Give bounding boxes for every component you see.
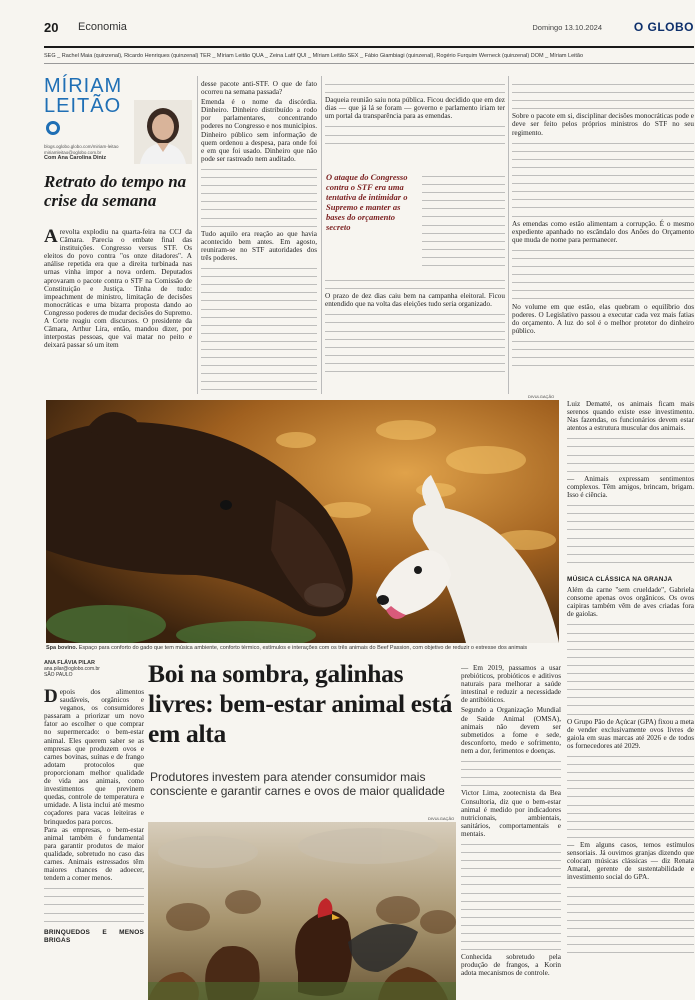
column-body-col1 [44,228,192,394]
article-paragraph: Victor Lima, zootecnista da Bea Consultoria, diz que o bem-estar animal é medido por indicadores nutricionais, ambientais, sanitários, comportamentais e mentais. [461,789,561,838]
article-body-col3-bottom [567,572,694,1000]
column-col1-text: revolta explodiu na quarta-feira na CCJ da Câmara. Parecia o embate final das instituições. Congresso versus STF. Os eleitos do povo contra "os onze ditadores". A análise repetida era que a direita turbinada nas urnas vinha impor a nova ordem. Deputados aprovaram o pacote contra o STF na Comissão de Constituição e Justiça. Tinha de tudo: impeachment de ministro, limitação de decisões monocráticas e uma bizarra proposta dando ao Congresso poderes de mudar decisões do Supremo. A Corte reagiu com discursos. O presidente da Câmara, Arthur Lira, então, mandou dizer, por interpostas pessoas, que vai matar no peito e deixará passar só um item [44,228,192,350]
column-paragraph: Sobre o pacote em si, disciplinar decisões monocráticas pode e deve ser feito pelos próprios ministros do STF no seu regimento. [512,112,694,137]
article-headline: Boi na sombra, galinhas livres: bem-estar animal está em alta [148,659,453,748]
columnist-name [44,76,144,116]
photo-credit: DIVULGAÇÃO [428,816,455,821]
columnist-first-name: MÍRIAM [44,75,123,97]
column-divider [508,76,509,394]
article-paragraph: — Em 2019, passamos a usar prebióticos, probióticos e aditivos naturais para melhorar a saúde intestinal e reduzir a necessidade de antibióticos. [461,664,561,705]
page-header [44,18,694,48]
newspaper-logo: O GLOBO [633,20,694,34]
article-paragraph: Luiz Dematté, os animais ficam mais serenos quando existe esse investimento. Nas fazendas, os funcionários devem estar atentos a estrutura muscular dos animais. [567,400,694,433]
columnist-logo-icon [46,121,60,135]
cattle-dog-photo [46,400,559,643]
pull-quote: O ataque do Congresso contra o STF era uma tentativa de intimidar o Supremo e manter as bases do orçamento secreto [326,172,408,232]
article-deck: Produtores investem para atender consumidor mais consciente e garantir carnes e ovos de maior qualidade [150,770,445,798]
article-subhead: BRINQUEDOS E MENOS BRIGAS [44,928,144,944]
columnist-last-name: LEITÃO [44,95,122,117]
column-body-col4 [512,80,694,394]
article-paragraph: Além da carne "sem crueldade", Gabriela consome apenas ovos orgânicos. Os ovos caipiras também vêm de aves criadas fora de gaiolas. [567,586,694,619]
article-dropcap: D [44,688,58,707]
column-body-col3-bottom [325,276,505,394]
columnist-schedule: SEG _ Rachel Maia (quinzenal), Ricardo Henriques (quinzenal) TER _ Míriam Leitão QUA _ Zeina Latif QUI _ Míriam Leitão SEX _ Fábio Giambiagi (quinzenal), Rogério Furquim Werneck (quinzenal) DOM _ Míriam Leitão [44,50,694,64]
column-divider [321,76,322,394]
byline-city: SÃO PAULO [44,672,73,678]
column-title: Retrato do tempo na crise da semana [44,172,187,210]
column-paragraph: desse pacote anti-STF. O que de fato ocorreu na semana passada? [201,80,317,97]
columnist-portrait [134,100,192,164]
byline-name: ANA FLÁVIA PILAR [44,660,95,666]
page-number: 20 [44,20,59,35]
byline-email: ana.pilar@oglobo.com.br [44,666,100,672]
column-divider [197,76,198,394]
chickens-photo [148,822,456,1000]
article-subhead: MÚSICA CLÁSSICA NA GRANJA [567,576,673,583]
column-body-col3-side [422,172,505,272]
article-paragraph: O Grupo Pão de Açúcar (GPA) fixou a meta de vender exclusivamente ovos livres de gaiola em suas marcas até 2026 e de todos os fornecedores até 2029. [567,717,694,750]
column-body-col3-top [325,80,505,170]
column-paragraph: Tudo aquilo era reação ao que havia acontecido bem antes. Em agosto, reuniram-se no STF autoridades dos três poderes. [201,229,317,262]
column-body-col2 [201,80,317,394]
issue-date: Domingo 13.10.2024 [532,23,602,32]
photo-credit: DIVULGAÇÃO [528,394,555,399]
section-name: Economia [78,21,127,33]
article-paragraph: — Em alguns casos, temos estímulos sensoriais. Já ouvimos granjas dizendo que colocam músicas clássicas — diz Renata Amaral, gerente de sustentabilidade e investimento social do GPA. [567,841,694,882]
article-paragraph: Conhecida sobretudo pela produção de frangos, a Korin adota mecanismos de controle. [461,953,561,978]
column-paragraph: Daqueia reunião saiu nota pública. Ficou decidido que em dez dias — que já lá se foram — governo e parlamento iriam ter um portal da transparência para as emendas. [325,96,505,121]
columnist-contact: blogs.oglobo.globo.com/miriam-leitao miriamleitao@oglobo.com.br [44,144,119,155]
article-body-col1 [44,688,144,1000]
columnist-collaborator: Com Ana Carolina Diniz [44,155,107,161]
column-paragraph: No volume em que estão, elas quebram o equilíbrio dos poderes. O Legislativo passou a executar cada vez mais fatias do orçamento. A luz do sol é o melhor protetor do dinheiro público. [512,302,694,335]
article-body-col3-top [567,400,694,572]
article-body-col2 [461,664,561,1000]
article-byline [44,660,144,678]
article-col1-text: epois dos alimentos saudáveis, orgânicos e veganos, os consumidores passaram a priorizar um novo fator ao escolher o que comprar no supermercado: o bem-estar animal. Eles querem saber se as empresas que produzem ovos e carnes bovinas, suínas e de frango adotam protocolos que proporcionam melhor qualidade de vida aos animais, como investimentos que previnem quedas, controle de temperatura e umidade. A lista inclui até mesmo coçadores para vacas leiteiras e brinquedos para porcos. [44,688,144,826]
photo-caption-lead: Spa bovino. [46,645,78,651]
column-dropcap: A [44,228,58,247]
article-paragraph: Segundo a Organização Mundial de Saúde Animal (OMSA), animais não devem ser submetidos a fome e sede, desconforto, medo e sofrimento, nem a dor, ferimentos e doenças. [461,706,561,755]
column-paragraph: O prazo de dez dias caiu bem na campanha eleitoral. Ficou entendido que na volta das eleições tudo seria organizado. [325,292,505,309]
column-paragraph: Emenda é o nome da discórdia. Dinheiro. Dinheiro distribuído a rodo por parlamentares, concentrando poderes no Congresso e nos municípios. Dinheiro público sem informação de quem ordenou a despesa, para onde foi e em que foi usado. Dinheiro que não pode ser rastreado nem auditado. [201,98,317,163]
article-paragraph: Para as empresas, o bem-estar animal também é fundamental para garantir produtos de maior qualidade, sobretudo no caso das carnes. Animais estressados têm maiores chances de adoecer, tendem a comer menos. [44,825,144,883]
photo-caption-text: Espaço para conforto do gado que tem música ambiente, conforto térmico, estímulos e interações com os três animais do Beef Passion, com objetivo de reduzir o estresse dos animais [77,645,528,651]
column-paragraph: As emendas como estão alimentam a corrupção. É o mesmo expediente apanhado no escândalo dos Anões do Orçamento que muda de nome para permanecer. [512,219,694,244]
photo-caption [46,645,559,651]
article-paragraph: — Animais expressam sentimentos complexos. Têm amigos, brincam, brigam. Isso é ciência. [567,474,694,500]
